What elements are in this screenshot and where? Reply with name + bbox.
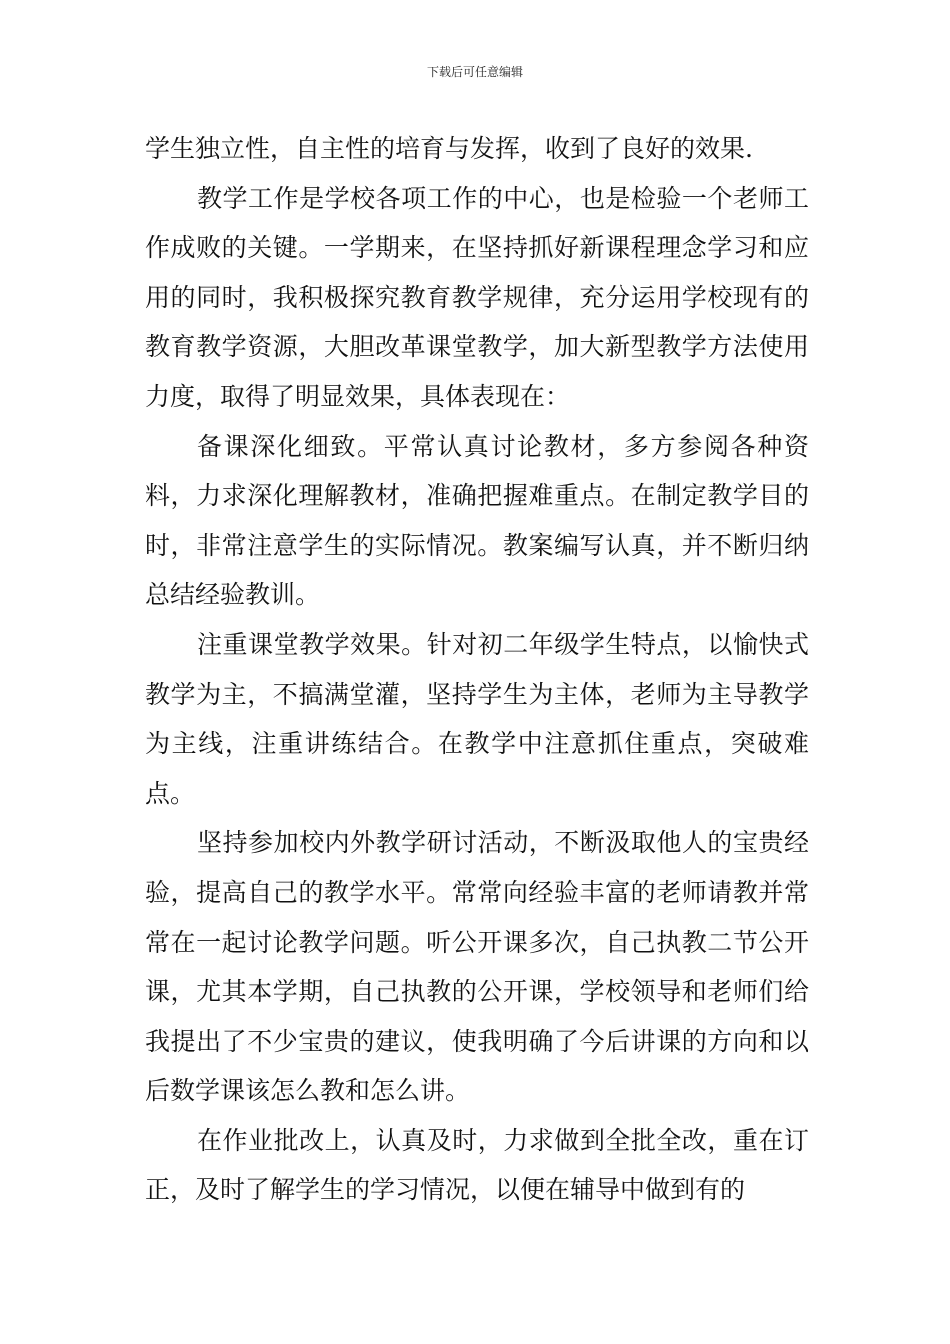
paragraph-lesson-preparation: 备课深化细致。平常认真讨论教材，多方参阅各种资料，力求深化理解教材，准确把握难重点。在制定教学目的时，非常注意学生的实际情况。教案编写认真，并不断归纳总结经验教训。 [145, 431, 809, 610]
paragraph-continuation: 学生独立性，自主性的培育与发挥，收到了良好的效果. [145, 134, 753, 163]
paragraph-teaching-overview: 教学工作是学校各项工作的中心，也是检验一个老师工作成败的关键。一学期来，在坚持抓好新课程理念学习和应用的同时，我积极探究教育教学规律，充分运用学校现有的教育教学资源，大胆改革课堂教学，加大新型教学方法使用力度，取得了明显效果，具体表现在： [145, 183, 809, 411]
paragraph-homework-correction: 在作业批改上，认真及时，力求做到全批全改，重在订正，及时了解学生的学习情况，以便在辅导中做到有的 [145, 1125, 809, 1205]
document-body [145, 124, 809, 1215]
page-header: 下载后可任意编辑 [426, 65, 523, 79]
paragraph-classroom-effect: 注重课堂教学效果。针对初二年级学生特点，以愉快式教学为主，不搞满堂灌，坚持学生为主体，老师为主导教学为主线，注重讲练结合。在教学中注意抓住重点，突破难点。 [145, 629, 809, 808]
paragraph-teaching-research: 坚持参加校内外教学研讨活动，不断汲取他人的宝贵经验，提高自己的教学水平。常常向经验丰富的老师请教并常常在一起讨论教学问题。听公开课多次，自己执教二节公开课，尤其本学期，自己执教的公开课，学校领导和老师们给我提出了不少宝贵的建议，使我明确了今后讲课的方向和以后数学课该怎么教和怎么讲。 [145, 828, 809, 1106]
